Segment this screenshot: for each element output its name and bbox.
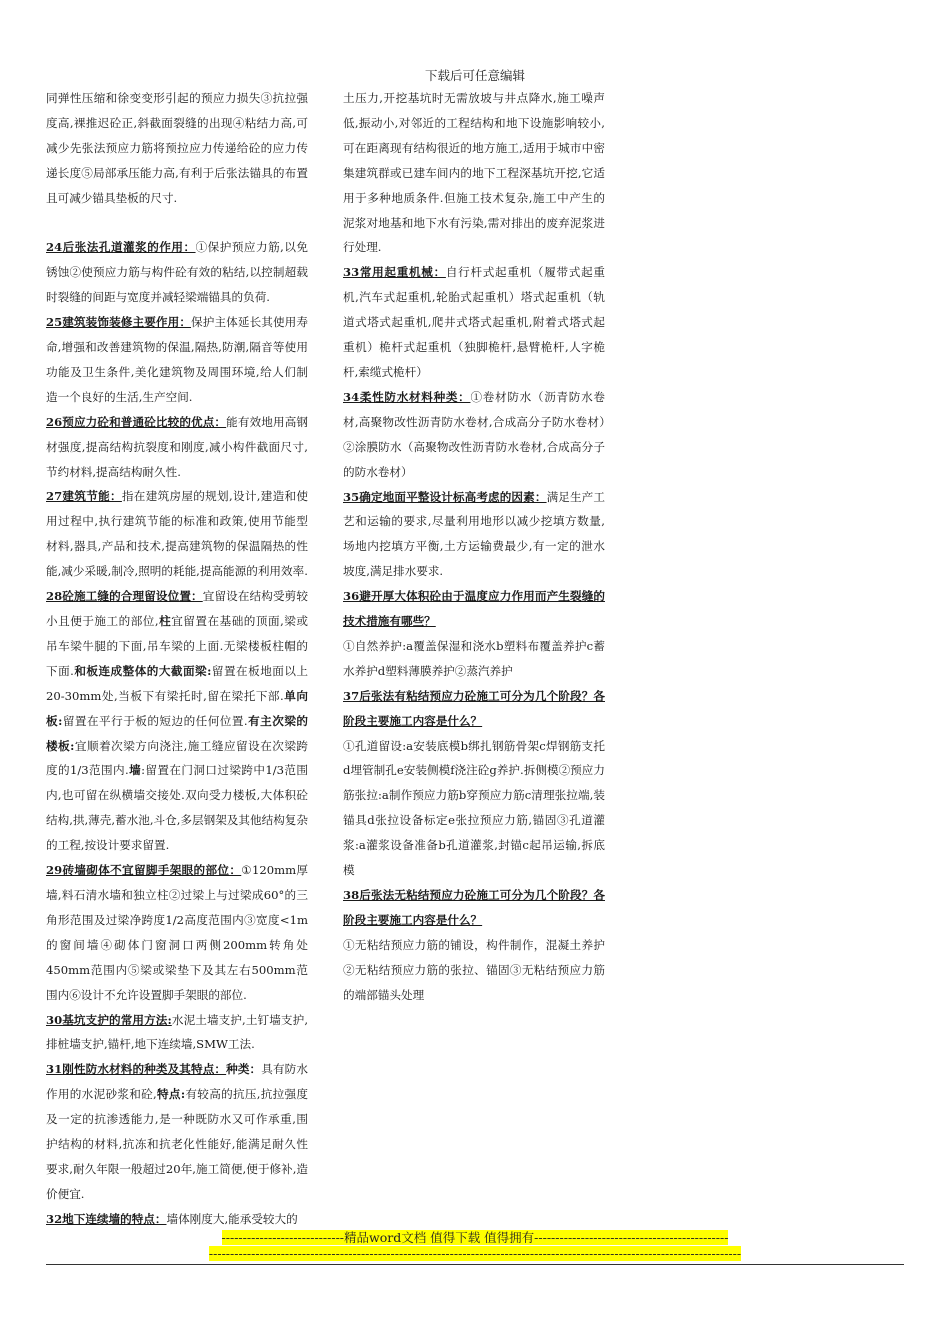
item-35 — [343, 485, 605, 585]
item-32-body: 墙体刚度大,能承受较大的 — [166, 1211, 298, 1226]
item-28-bold-1: 柱 — [158, 614, 172, 629]
item-29-body: ①120mm厚墙,料石清水墙和独立柱②过梁上与过梁成60°的三角形范围及过梁净跨度1/2高度范围内③宽度<1m的窗间墙④砌体门窗洞口两侧200mm转角处450mm范围内⑤梁或梁垫下及其左右500mm范围内⑥设计不允许设置脚手架眼的部位. — [46, 863, 309, 1002]
right-column — [343, 86, 605, 1008]
item-30-body: 水泥土墙支护,土钉墙支护,排桩墙支护,锚杆,地下连续墙,SMW工法. — [46, 1012, 308, 1052]
item-36-title: 36避开厚大体积砼由于温度应力作用而产生裂缝的技术措施有哪些？ — [343, 589, 605, 629]
item-26-body: 能有效地用高钢材强度,提高结构抗裂度和刚度,减小构件截面尺寸,节约材料,提高结构耐久性. — [46, 414, 308, 479]
item-31-title: 31刚性防水材料的种类及其特点： — [46, 1062, 227, 1077]
right-intro-paragraph: 土压力,开挖基坑时无需放坡与井点降水,施工噪声低,振动小,对邻近的工程结构和地下设施影响较小,可在距离现有结构很近的地方施工,适用于城市中密集建筑群或已建车间内的地下工程深基坑开挖,它适用于多种地质条件.但施工技术复杂,施工中产生的泥浆对地基和地下水有污染,需对排出的废弃泥浆进行处理. — [343, 91, 605, 255]
item-31-bold-2: 特点: — [156, 1087, 186, 1102]
footer-banner-text-2: ------------------------------------------------------------------------------------------------------------------------------ — [208, 1246, 742, 1261]
item-28-bold-3: 单向板: — [46, 688, 308, 728]
item-31-bold-1: 种类： — [226, 1062, 262, 1077]
item-35-body: 满足生产工艺和运输的要求,尽量利用地形以减少挖填方数量,场地内挖填方平衡,土方运输费最少,有一定的泄水坡度,满足排水要求. — [343, 489, 605, 579]
item-31-body-2: 有较高的抗压,抗拉强度及一定的抗渗透能力,是一种既防水又可作承重,围护结构的材料,抗冻和抗老化性能好,能满足耐久性要求,耐久年限一般超过20年,施工简便,便于修补,造价便宜. — [46, 1087, 309, 1201]
item-38-title: 38后张法无粘结预应力砼施工可分为几个阶段？各阶段主要施工内容是什么？ — [343, 888, 605, 927]
item-27-body: 指在建筑房屋的规划,设计,建造和使用过程中,执行建筑节能的标准和政策,使用节能型材料,器具,产品和技术,提高建筑物的保温隔热的性能,减少采暖,制冷,照明的耗能,提高能源的利用效率. — [46, 489, 308, 579]
item-26-title: 26预应力砼和普通砼比较的优点： — [46, 414, 227, 429]
item-28-bold-5: 墙 — [128, 763, 142, 778]
item-28-body-5: 宜顺着次梁方向浇注,施工缝应留设在次梁跨度的1/3范围内. — [46, 738, 309, 778]
item-25 — [46, 310, 308, 410]
item-31-body-1: 具有防水作用的水泥砂浆和砼, — [46, 1062, 308, 1102]
item-28-body-4: 留置在平行于板的短边的任何位置. — [62, 713, 248, 728]
item-29 — [46, 858, 308, 1007]
item-28-body-6: :留置在门洞口过梁跨中1/3范围内,也可留在纵横墙交接处.双向受力楼板,大体积砼结构,拱,薄壳,蓄水池,斗仓,多层钢架及其他结构复杂的工程,按设计要求留置. — [46, 763, 308, 853]
item-30 — [46, 1008, 308, 1058]
item-34-title: 34柔性防水材料种类： — [343, 389, 471, 404]
item-32 — [46, 1207, 308, 1232]
item-26 — [46, 410, 308, 485]
item-30-title: 30基坑支护的常用方法: — [46, 1012, 172, 1027]
item-28-title: 28砼施工缝的合理留设位置： — [46, 589, 203, 604]
item-24-body: ①保护预应力筋,以免锈蚀②使预应力筋与构件砼有效的粘结,以控制超载时裂缝的间距与宽度并减轻梁端锚具的负荷. — [46, 240, 309, 305]
item-34 — [343, 385, 605, 485]
page-header-note: 下载后可任意编辑 — [424, 68, 525, 83]
item-33 — [343, 260, 605, 385]
footer-banner-line-1 — [0, 1230, 950, 1246]
item-37-title: 37后张法有粘结预应力砼施工可分为几个阶段？各阶段主要施工内容是什么？ — [343, 688, 605, 728]
item-28-body-2: 宜留置在基础的顶面,梁或吊车梁牛腿的下面,吊车梁的上面.无梁楼板柱帽的下面. — [46, 614, 308, 678]
footer-divider — [46, 1264, 904, 1265]
item-35-title: 35确定地面平整设计标高考虑的因素： — [343, 489, 547, 504]
item-27 — [46, 484, 308, 584]
item-25-title: 25建筑装饰装修主要作用： — [46, 315, 192, 330]
item-28-bold-4: 有主次梁的楼板: — [46, 713, 308, 753]
item-25-body: 保护主体延长其使用寿命,增强和改善建筑物的保温,隔热,防潮,隔音等使用功能及卫生条件,美化建筑物及周围环境,给人们制造一个良好的生活,生产空间. — [46, 315, 308, 404]
item-38-body: ①无粘结预应力筋的铺设，构件制作，混凝土养护②无粘结预应力筋的张拉、锚固③无粘结预应力筋的端部锚头处理 — [343, 937, 605, 1002]
item-33-body: 自行杆式起重机（履带式起重机,汽车式起重机,轮胎式起重机）塔式起重机（轨道式塔式起重机,爬井式塔式起重机,附着式塔式起重机）桅杆式起重机（独脚桅杆,悬臂桅杆,人字桅杆,索缆式桅杆） — [343, 265, 605, 379]
item-24 — [46, 235, 308, 310]
item-28 — [46, 584, 308, 858]
footer-banner-line-2 — [0, 1246, 950, 1262]
item-24-title: 24后张法孔道灌浆的作用： — [46, 240, 196, 255]
item-31 — [46, 1057, 308, 1206]
left-column — [46, 86, 308, 1232]
item-34-body: ①卷材防水（沥青防水卷材,高聚物改性沥青防水卷材,合成高分子防水卷材）②涂膜防水（高聚物改性沥青防水卷材,合成高分子的防水卷材） — [343, 389, 605, 479]
item-37-body: ①孔道留设:a安装底模b绑扎钢筋骨架c焊钢筋支托d埋管制孔e安装侧模f浇注砼g养护.拆侧模②预应力筋张拉:a制作预应力筋b穿预应力筋c清理张拉端,装锚具d张拉设备标定e张拉预应力筋,锚固③孔道灌浆:a灌浆设备准备b孔道灌浆,封锚c起吊运输,拆底模 — [343, 738, 605, 878]
footer-banner-text-1: -----------------------------精品word文档 值得下载 值得拥有---------------------------------------------- — [221, 1230, 729, 1245]
item-27-title: 27建筑节能： — [46, 489, 122, 504]
item-33-title: 33常用起重机械： — [343, 265, 446, 280]
item-36-body: ①自然养护:a覆盖保湿和浇水b塑料布覆盖养护c蓄水养护d塑料薄膜养护②蒸汽养护 — [343, 638, 605, 678]
item-32-title: 32地下连续墙的特点： — [46, 1211, 167, 1226]
paragraph-gap — [46, 211, 308, 236]
item-28-body-3: 留置在板地面以上20-30mm处,当板下有梁托时,留在梁托下部. — [46, 663, 309, 703]
left-intro-paragraph: 同弹性压缩和徐变变形引起的预应力损失③抗拉强度高,裸推迟砼正,斜截面裂缝的出现④粘结力高,可减少先张法预应力筋将预拉应力传递给砼的应力传递长度⑤局部承压能力高,有利于后张法锚具的布置且可减少锚具垫板的尺寸. — [46, 91, 308, 205]
item-28-body-1: 宜留设在结构受剪较小且便于施工的部位, — [46, 589, 308, 629]
item-29-title: 29砖墙砌体不宜留脚手架眼的部位： — [46, 863, 242, 878]
item-28-bold-2: 和板连成整体的大截面梁: — [73, 663, 212, 678]
